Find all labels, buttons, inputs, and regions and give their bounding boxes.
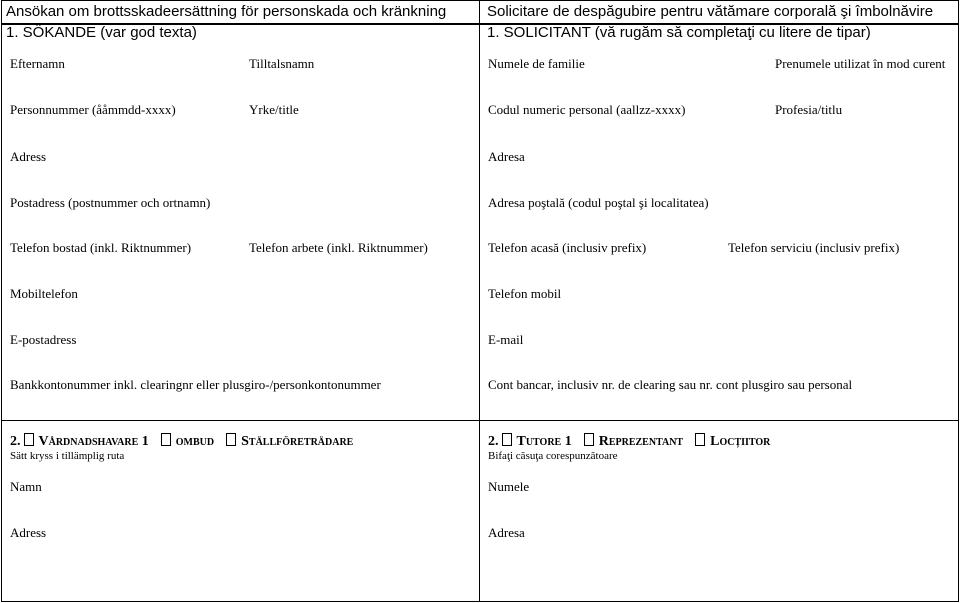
adresa-postala-field[interactable]: Adresa poştală (codul poştal şi localitatea) [488,195,709,210]
section-divider [1,420,959,421]
profesia-field[interactable]: Profesia/titlu [775,102,843,117]
vardnadshavare-checkbox[interactable] [24,433,34,446]
left-form-title: Ansökan om brottsskadeersättning för personskada och kränkning [6,3,447,20]
left-border [1,0,2,602]
numele-field[interactable]: Numele [488,479,530,494]
loctiitor-label: Locțiitor [710,434,771,449]
efternamn-field[interactable]: Efternamn [10,56,65,71]
telefon-acasa-field[interactable]: Telefon acasă (inclusiv prefix) [488,240,647,255]
right-section2-heading [488,433,770,450]
section2-number: 2. [10,434,21,449]
adresa-field[interactable]: Adresa [488,149,525,164]
personnummer-field[interactable]: Personnummer (ååmmdd-xxxx) [10,102,176,117]
left-section2-heading [10,433,353,450]
right-section1-heading: 1. SOLICITANT (vă rugăm să completaţi cu litere de tipar) [487,24,871,41]
right-form-title: Solicitare de despăgubire pentru vătămare corporală şi îmbolnăvire [487,3,934,20]
yrke-field[interactable]: Yrke/title [249,102,299,117]
telefon-bostad-field[interactable]: Telefon bostad (inkl. Riktnummer) [10,240,192,255]
prenumele-field[interactable]: Prenumele utilizat în mod curent [775,56,946,71]
ombud-label: ombud [175,434,215,449]
postadress-field[interactable]: Postadress (postnummer och ortnamn) [10,195,211,210]
telefon-mobil-field[interactable]: Telefon mobil [488,286,562,301]
reprezentant-label: Reprezentant [598,434,684,449]
namn-field[interactable]: Namn [10,479,42,494]
right-section2-note: Bifaţi căsuţa corespunzătoare [488,450,618,462]
stallforetradare-checkbox[interactable] [226,433,236,446]
vardnadshavare-label: Vårdnadshavare 1 [38,434,149,449]
tilltalsnamn-field[interactable]: Tilltalsnamn [249,56,315,71]
center-divider [479,0,480,602]
cont-bancar-field[interactable]: Cont bancar, inclusiv nr. de clearing sau nr. cont plusgiro sau personal [488,377,853,392]
bankkonto-field[interactable]: Bankkontonummer inkl. clearingnr eller plusgiro-/personkontonummer [10,377,381,392]
telefon-serviciu-field[interactable]: Telefon serviciu (inclusiv prefix) [728,240,900,255]
cnp-field[interactable]: Codul numeric personal (aallzz-xxxx) [488,102,686,117]
reprezentant-checkbox[interactable] [584,433,594,446]
tutore-label: Tutore 1 [516,434,572,449]
ombud-checkbox[interactable] [161,433,171,446]
top-border [1,0,959,1]
tutore-checkbox[interactable] [502,433,512,446]
right-border [958,0,959,602]
adress-field[interactable]: Adress [10,149,47,164]
left-section2-note: Sätt kryss i tillämplig ruta [10,450,125,462]
section2-number: 2. [488,434,499,449]
epostadress-field[interactable]: E-postadress [10,332,77,347]
loctiitor-checkbox[interactable] [695,433,705,446]
mobiltelefon-field[interactable]: Mobiltelefon [10,286,78,301]
email-field[interactable]: E-mail [488,332,524,347]
adresa2-field[interactable]: Adresa [488,525,525,540]
telefon-arbete-field[interactable]: Telefon arbete (inkl. Riktnummer) [249,240,428,255]
numele-familie-field[interactable]: Numele de familie [488,56,585,71]
stallforetradare-label: Ställföreträdare [241,434,354,449]
bottom-border [1,601,959,602]
adress2-field[interactable]: Adress [10,525,47,540]
left-section1-heading: 1. SÖKANDE (var god texta) [6,24,197,41]
